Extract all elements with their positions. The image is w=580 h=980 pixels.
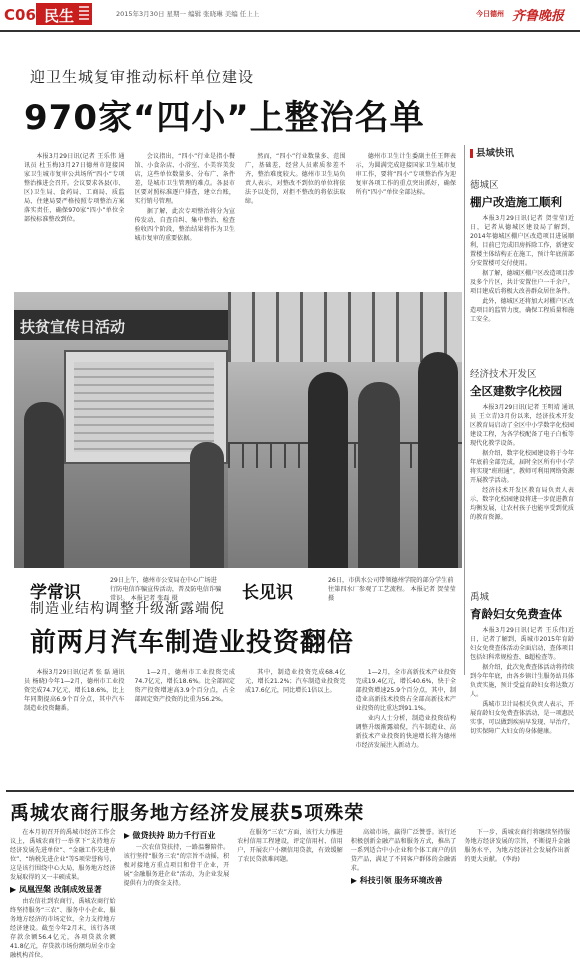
header-rule (0, 30, 580, 32)
newspaper-logo: 齐鲁晚报 (512, 9, 565, 24)
sidebar-item1-headline: 棚户改造施工顺利 (470, 195, 562, 209)
sidebar-item3-text (470, 626, 574, 754)
article3-paragraph: 一次农信贷扶持，一路温馨陪伴。该行坚持“服务三农”的宗旨不动摇，积极对接地方重点项目和骨干企业，开展“金融服务进企业”活动，为企业发展提供有力的资金支持。 (123, 844, 230, 887)
person-silhouette (190, 442, 224, 568)
article2-paragraph: 1—2月，德州市工业投资完成74.7亿元，增长18.6%。比全部固定资产投资增速高3.9个百分点，占全部固定资产投资的比重为56.2%。 (134, 669, 235, 703)
sidebar-item2-paragraph: 本报3月29日讯(记者 王明靖 通讯员 王立青)3月份以来，经济技术开发区教育局启动了全区中小学数字化校园建设工程，为各学校配备了电子白板等现代化教学设备。 (470, 404, 574, 447)
article3-subhead-text: 科技引领 服务环境改善 (359, 876, 443, 885)
sidebar-item1-text (470, 214, 574, 342)
article3-subhead-text: 凤凰涅槃 改制成效显著 (18, 885, 102, 894)
article3-paragraph: 在服务“三农”方面，该行大力推进农村信用工程建设，评定信用村、信用户，开展农户小额信用贷款，有效缓解了农民贷款难问题。 (237, 829, 343, 863)
banner-sign-text: 扶贫宣传日活动 (20, 318, 126, 336)
sidebar-label-mark (470, 149, 473, 158)
photo-right-caption-title: 长见识 (242, 583, 293, 603)
article1-body (24, 152, 456, 284)
article2-body (24, 668, 456, 768)
article1-col-1 (24, 152, 125, 284)
sidebar-item2-section: 经济技术开发区 (470, 369, 537, 380)
article3-col-3 (237, 828, 343, 974)
student-silhouette (418, 352, 458, 568)
sidebar-divider (464, 145, 465, 675)
sidebar-item3-paragraph: 禹城市卫计局相关负责人表示，开展育龄妇女免费查体活动，是一项惠民实事，可以做到疾病早发现、早治疗，切实保障广大妇女的身体健康。 (470, 701, 574, 735)
student-silhouette (308, 372, 348, 568)
article1-paragraph: 本报3月29日讯(记者 王乐伟 通讯员 杜玉梅)3月27日德州市迎接国家卫生城市复审公共场所“四小”专项整治推进会召开。会议要求各县(市、区)卫生局、食药局、工商局、质监局、住建局要严格按照专项整治方案落实责任，确保970家“四小”单位全部按标准整改到位。 (24, 153, 125, 223)
section-label: 民生 (44, 7, 75, 25)
article3-subhead-text: 做贷扶持 助力千行百业 (132, 831, 216, 840)
page-number: C06 (4, 6, 36, 24)
article3-headline: 禹城农商行服务地方经济发展获5项殊荣 (10, 802, 365, 824)
subhead-arrow-icon: ▶ (123, 831, 130, 840)
subhead-arrow-icon: ▶ (10, 885, 17, 894)
sidebar-item2-headline: 全区建数字化校园 (470, 384, 562, 398)
sidebar-item3-section: 禹城 (470, 592, 490, 603)
article2-headline: 前两月汽车制造业投资翻倍 (30, 628, 355, 658)
photo-left-caption: 29日上午，德州市公安局在中心广场进行防电信诈骗宣传活动，普及防电信诈骗常识。 本报记者 张磊 摄 (110, 577, 222, 602)
sidebar-item1-section: 德城区 (470, 180, 499, 191)
article2-paragraph: 1—2月，全市高新技术产业投资完成19.4亿元，增长40.6%，快于全部投资增速25.9个百分点，其中，制造业高新技术投资占全部高新技术产业投资的比重达到91.1%。 (355, 669, 456, 712)
article3-col-1 (10, 828, 116, 974)
article1-paragraph: 德州市卫生计生委副主任王辉表示，为圆满完成迎接国家卫生城市复审工作，要将“四小”专项整治作为迎复审各项工作的重点突出抓好，确保所有“四小”单位全部达标。 (355, 153, 456, 196)
article3-body (10, 828, 570, 974)
photo-left-caption-title: 学常识 (30, 583, 81, 603)
article1-col-2 (135, 152, 236, 284)
article1-col-3 (245, 152, 346, 284)
subhead-arrow-icon: ▶ (350, 876, 357, 885)
article1-col-4 (356, 152, 457, 284)
article3-subhead (10, 885, 116, 894)
article3-col-2 (124, 828, 230, 974)
article3-paragraph: 在本月初召开的禹城市经济工作会议上，禹城农商行一举拿下“支持地方经济发展先进单位”、“金融工作先进单位”、“纳税先进企业”等5项荣誉称号，这是该行围绕中心大局，服务地方经济发展取得的又一丰硕成果。 (10, 829, 116, 881)
sidebar-item1-paragraph: 据了解，德城区棚户区改造项目涉及多个片区，共计安置住户一千余户，项目建成后将极大改善群众居住条件。 (470, 270, 574, 295)
building-frame (228, 292, 462, 362)
person-silhouette (24, 402, 64, 568)
section-badge (36, 3, 92, 25)
article3-subhead (124, 831, 230, 840)
photo-security-campaign (14, 292, 228, 568)
sidebar-label-text: 县域快讯 (476, 148, 515, 159)
sidebar-item1-paragraph: 本报3月29日讯(记者 贺莹莹)近日，记者从德城区建设局了解到，2014年德城区棚户区改造项目进展顺利，目前已完成旧房拆除工作，新建安置楼主体结构正在施工，预计年底前部分安置楼可交付使用。 (470, 215, 574, 267)
sidebar-label (470, 145, 574, 159)
article3-paragraph: 高端市场，赢得广泛赞誉。该行还积极创新金融产品和服务方式，推出了一系列适合中小企业和个体工商户的信贷产品，满足了不同客户群体的金融需求。 (350, 829, 457, 872)
display-board-content (74, 362, 214, 452)
date-line: 2015年3月30日 星期一 编辑 张晓琳 美编 任上上 (116, 10, 260, 18)
sidebar-item2-paragraph: 据介绍，数字化校园建设将于今年年底前全部完成，届时全区所有中小学将实现“班班通”，教师可利用网络资源开展教学活动。 (470, 450, 574, 484)
article2-col-3 (245, 668, 346, 768)
article3-paragraph: 下一步，禹城农商行将继续坚持服务地方经济发展的宗旨，不断提升金融服务水平，为地方经济社会发展作出新的更大贡献。 (李海) (464, 829, 570, 863)
sidebar-item1-paragraph: 此外，德城区还将加大对棚户区改造项目的监管力度，确保工程质量和施工安全。 (470, 298, 574, 323)
sidebar-item2-text (470, 403, 574, 575)
article3-col-4 (351, 828, 457, 974)
article1-headline: 970家“四小”上整治名单 (24, 98, 425, 138)
article3-paragraph: 由农信社到农商行，禹城农商行始终坚持服务“三农”、服务中小企业、服务地方经济的市场定位，全力支持地方经济建设。截至今年2月末，该行各项存款余额56.4亿元，各项贷款余额41.8亿元，存贷款市场份额均居全市金融机构首位。 (10, 898, 116, 959)
sidebar-item3-headline: 育龄妇女免费查体 (470, 607, 562, 621)
section-dots (79, 6, 89, 22)
brand-small: 今日德州 (476, 10, 504, 18)
sidebar-item2-paragraph: 经济技术开发区教育局负责人表示，数字化校园建设将进一步促进教育均衡发展，让农村孩子也能享受到优质的教育资源。 (470, 487, 574, 521)
article1-paragraph: 然而，“四小”行业数量多、范围广，基础差，经营人员素质参差不齐，整治难度较大。德州市卫生局负责人表示，对整改不到位的单位将依法予以处罚，对拒不整改的将依法取缔。 (245, 153, 346, 205)
article2-paragraph: 本报3月29日讯(记者 张 磊 通讯员 杨晓)今年1—2月，德州市工业投资完成74.7亿元，增长18.6%，比上年同期提高6.9个百分点，其中汽车制造业投资翻番。 (24, 669, 125, 712)
article2-paragraph: 业内人士分析，制造业投资结构调整升级渐露端倪，汽车制造业、高新技术产业投资的快速增长将为德州市经济发展注入新动力。 (355, 715, 456, 749)
page-header (0, 0, 580, 30)
article2-kicker: 制造业结构调整升级渐露端倪 (30, 601, 225, 617)
article2-col-1 (24, 668, 125, 768)
article2-col-2 (135, 668, 236, 768)
photo-right-caption: 26日，市供水公司带领德州学院的部分学生前往第四水厂参观了工艺流程。 本报记者 贺莹莹 摄 (328, 577, 456, 602)
student-silhouette (358, 382, 400, 568)
photo-water-plant (228, 292, 462, 568)
sidebar (470, 145, 574, 754)
sidebar-item3-paragraph: 本报3月29日讯(记者 王乐伟)近日，记者了解到，禹城市2015年育龄妇女免费查体活动全面启动，查体项目包括妇科常规检查、B超检查等。 (470, 627, 574, 661)
article3-subhead (351, 876, 457, 885)
sidebar-item3-paragraph: 据介绍，此次免费查体活动将持续到今年年底，由各乡镇计生服务站具体负责实施，预计受益育龄妇女将达数万人。 (470, 664, 574, 698)
article3-col-5 (464, 828, 570, 974)
article1-paragraph: 会议指出，“四小”行业是指小餐馆、小食杂店、小浴室、小美容美发店，这些单位数量多、分布广、条件差，是城市卫生管理的难点。各县市区要对照标准逐户排查，建立台账，实行销号管理。 (134, 153, 235, 205)
article1-paragraph: 据了解，此次专项整治将分为宣传发动、自查自纠、集中整治、检查验收四个阶段，整治结果将作为卫生城市复审的重要依据。 (134, 208, 235, 242)
article1-kicker: 迎卫生城复审推动标杆单位建设 (30, 68, 255, 86)
article2-col-4 (356, 668, 457, 768)
article2-paragraph: 其中，制造业投资完成68.4亿元，增长21.2%；汽车制造业投资完成17.6亿元，同比增长1倍以上。 (245, 669, 346, 694)
article3-top-rule (6, 790, 574, 792)
